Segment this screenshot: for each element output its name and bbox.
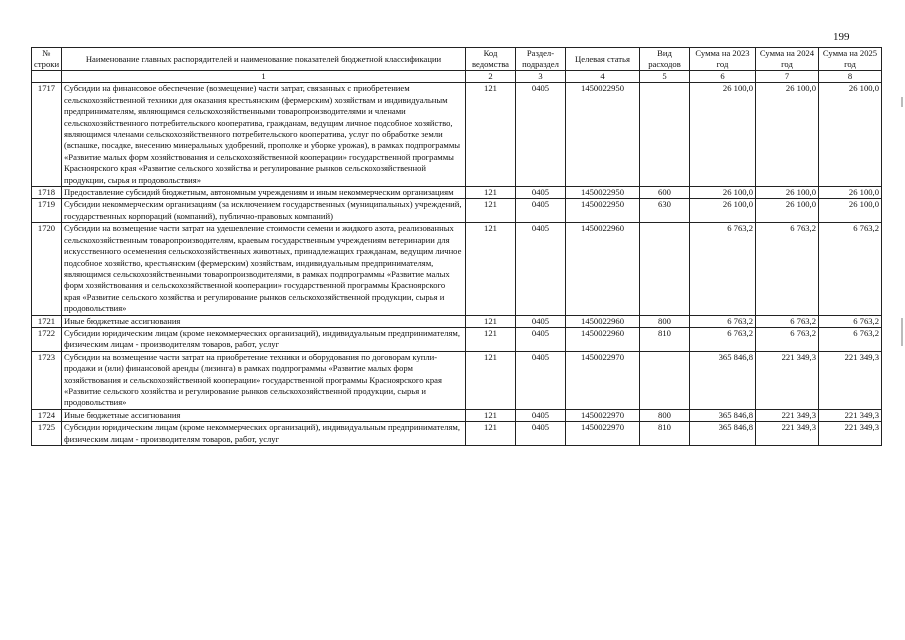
row-number: 1723: [32, 351, 62, 409]
expense-type-code: 810: [640, 327, 690, 351]
budget-table: [31, 47, 882, 446]
header-sum-2024: Сумма на 2024 год: [756, 48, 819, 71]
indicator-name: Субсидии юридическим лицам (кроме некоммерческих организаций), индивидуальным предпринимателям, физическим лицам - производителям товаров, работ, услуг: [62, 422, 466, 446]
indicator-name: Субсидии некоммерческим организациям (за исключением государственных (муниципальных) учреждений, государственных корпораций (компаний), публично-правовых компаний): [62, 199, 466, 223]
section-code: 0405: [516, 422, 566, 446]
header-dept-code: Код ведомства: [466, 48, 516, 71]
expense-type-code: 630: [640, 199, 690, 223]
expense-type-code: [640, 351, 690, 409]
header-name: Наименование главных распорядителей и наименование показателей бюджетной классификации: [62, 48, 466, 71]
table-row: [32, 315, 882, 327]
header-sum-2025: Сумма на 2025 год: [819, 48, 882, 71]
indicator-name: Иные бюджетные ассигнования: [62, 409, 466, 421]
column-number: 2: [466, 71, 516, 83]
indicator-name: Субсидии на возмещение части затрат на удешевление стоимости семени и жидкого азота, реализованных сельскохозяйственным товаропроизводителям, краевым государственным учреждениям ветеринарии для искусственного осеменения сельскохозяйственных животных, принадлежащих гражданам, ведущим личное подсобное хозяйство, крестьянским (фермерским) хозяйствам, индивидуальным предпринимателям, являющимся сельскохозяйственными товаропроизводителями, в рамках подпрограммы «Развитие малых форм хозяйствования и сельскохозяйственной кооперации» государственной программы Красноярского края «Развитие сельского хозяйства и регулирование рынков сельскохозяйственной продукции, сырья и продовольствия»: [62, 223, 466, 315]
dept-code: 121: [466, 223, 516, 315]
sum-2024: 6 763,2: [756, 315, 819, 327]
table-row: [32, 199, 882, 223]
header-section: Раздел-подраздел: [516, 48, 566, 71]
target-code: 1450022950: [566, 199, 640, 223]
sum-2024: 26 100,0: [756, 199, 819, 223]
dept-code: 121: [466, 327, 516, 351]
indicator-name: Субсидии на финансовое обеспечение (возмещение) части затрат, связанных с приобретением сельскохозяйственной техники для оказания крестьянским (фермерским) хозяйствам и индивидуальным предпринимателям, являющимся сельскохозяйственными товаропроизводителями и членами сельскохозяйственного потребительского кооператива, гражданам, ведущим личное подсобное хозяйство, являющимся членами сельскохозяйственного потребительского кооператива, услуг по обработке земли (вспашке, посадке, внесению минеральных удобрений, прополке и уборке урожая), в рамках подпрограммы «Развитие малых форм хозяйствования и сельскохозяйственной кооперации» государственной программы Красноярского края «Развитие сельского хозяйства и регулирование рынков сельскохозяйственной продукции, сырья и продовольствия»: [62, 83, 466, 187]
scan-mark: [901, 97, 903, 107]
column-number: 7: [756, 71, 819, 83]
expense-type-code: 800: [640, 315, 690, 327]
expense-type-code: 600: [640, 187, 690, 199]
row-number: 1720: [32, 223, 62, 315]
column-number: 5: [640, 71, 690, 83]
table-row: [32, 223, 882, 315]
column-number: 8: [819, 71, 882, 83]
target-code: 1450022960: [566, 327, 640, 351]
dept-code: 121: [466, 422, 516, 446]
table-row: [32, 422, 882, 446]
row-number: 1718: [32, 187, 62, 199]
table-body: [32, 83, 882, 446]
section-code: 0405: [516, 199, 566, 223]
section-code: 0405: [516, 409, 566, 421]
column-number-row: [32, 71, 882, 83]
dept-code: 121: [466, 187, 516, 199]
row-number: 1724: [32, 409, 62, 421]
section-code: 0405: [516, 327, 566, 351]
sum-2025: 26 100,0: [819, 187, 882, 199]
sum-2023: 6 763,2: [690, 315, 756, 327]
expense-type-code: 800: [640, 409, 690, 421]
expense-type-code: [640, 223, 690, 315]
dept-code: 121: [466, 409, 516, 421]
sum-2023: 26 100,0: [690, 83, 756, 187]
indicator-name: Субсидии на возмещение части затрат на приобретение техники и оборудования по договорам купли-продажи и (или) финансовой аренды (лизинга) в рамках подпрограммы «Развитие малых форм хозяйствования и сельскохозяйственной кооперации» государственной программы Красноярского края «Развитие сельского хозяйства и регулирование рынков сельскохозяйственной продукции, сырья и продовольствия»: [62, 351, 466, 409]
table-row: [32, 187, 882, 199]
table-row: [32, 327, 882, 351]
sum-2025: 6 763,2: [819, 223, 882, 315]
dept-code: 121: [466, 199, 516, 223]
expense-type-code: [640, 83, 690, 187]
page-number: 199: [833, 31, 850, 43]
sum-2024: 26 100,0: [756, 187, 819, 199]
sum-2025: 26 100,0: [819, 83, 882, 187]
sum-2023: 6 763,2: [690, 327, 756, 351]
sum-2023: 365 846,8: [690, 351, 756, 409]
column-number: [32, 71, 62, 83]
table-row: [32, 83, 882, 187]
indicator-name: Субсидии юридическим лицам (кроме некоммерческих организаций), индивидуальным предпринимателям, физическим лицам - производителям товаров, работ, услуг: [62, 327, 466, 351]
header-row-no: № строки: [32, 48, 62, 71]
sum-2024: 6 763,2: [756, 223, 819, 315]
sum-2023: 26 100,0: [690, 199, 756, 223]
header-row: [32, 48, 882, 71]
sum-2024: 26 100,0: [756, 83, 819, 187]
sum-2024: 221 349,3: [756, 409, 819, 421]
sum-2024: 221 349,3: [756, 351, 819, 409]
target-code: 1450022960: [566, 223, 640, 315]
row-number: 1722: [32, 327, 62, 351]
indicator-name: Иные бюджетные ассигнования: [62, 315, 466, 327]
column-number: 3: [516, 71, 566, 83]
sum-2024: 221 349,3: [756, 422, 819, 446]
dept-code: 121: [466, 315, 516, 327]
sum-2025: 221 349,3: [819, 409, 882, 421]
section-code: 0405: [516, 187, 566, 199]
sum-2025: 6 763,2: [819, 327, 882, 351]
column-number: 1: [62, 71, 466, 83]
target-code: 1450022970: [566, 351, 640, 409]
target-code: 1450022970: [566, 422, 640, 446]
sum-2025: 221 349,3: [819, 422, 882, 446]
header-sum-2023: Сумма на 2023 год: [690, 48, 756, 71]
sum-2025: 6 763,2: [819, 315, 882, 327]
sum-2023: 365 846,8: [690, 409, 756, 421]
target-code: 1450022950: [566, 83, 640, 187]
target-code: 1450022950: [566, 187, 640, 199]
column-number: 6: [690, 71, 756, 83]
sum-2025: 221 349,3: [819, 351, 882, 409]
section-code: 0405: [516, 315, 566, 327]
column-number: 4: [566, 71, 640, 83]
indicator-name: Предоставление субсидий бюджетным, автономным учреждениям и иным некоммерческим организациям: [62, 187, 466, 199]
row-number: 1717: [32, 83, 62, 187]
sum-2023: 26 100,0: [690, 187, 756, 199]
table-row: [32, 351, 882, 409]
sum-2023: 365 846,8: [690, 422, 756, 446]
sum-2025: 26 100,0: [819, 199, 882, 223]
dept-code: 121: [466, 83, 516, 187]
scan-mark: [901, 318, 903, 346]
section-code: 0405: [516, 351, 566, 409]
row-number: 1719: [32, 199, 62, 223]
section-code: 0405: [516, 223, 566, 315]
row-number: 1721: [32, 315, 62, 327]
target-code: 1450022970: [566, 409, 640, 421]
header-expense-type: Вид расходов: [640, 48, 690, 71]
dept-code: 121: [466, 351, 516, 409]
target-code: 1450022960: [566, 315, 640, 327]
table-row: [32, 409, 882, 421]
sum-2023: 6 763,2: [690, 223, 756, 315]
expense-type-code: 810: [640, 422, 690, 446]
row-number: 1725: [32, 422, 62, 446]
sum-2024: 6 763,2: [756, 327, 819, 351]
header-target: Целевая статья: [566, 48, 640, 71]
section-code: 0405: [516, 83, 566, 187]
